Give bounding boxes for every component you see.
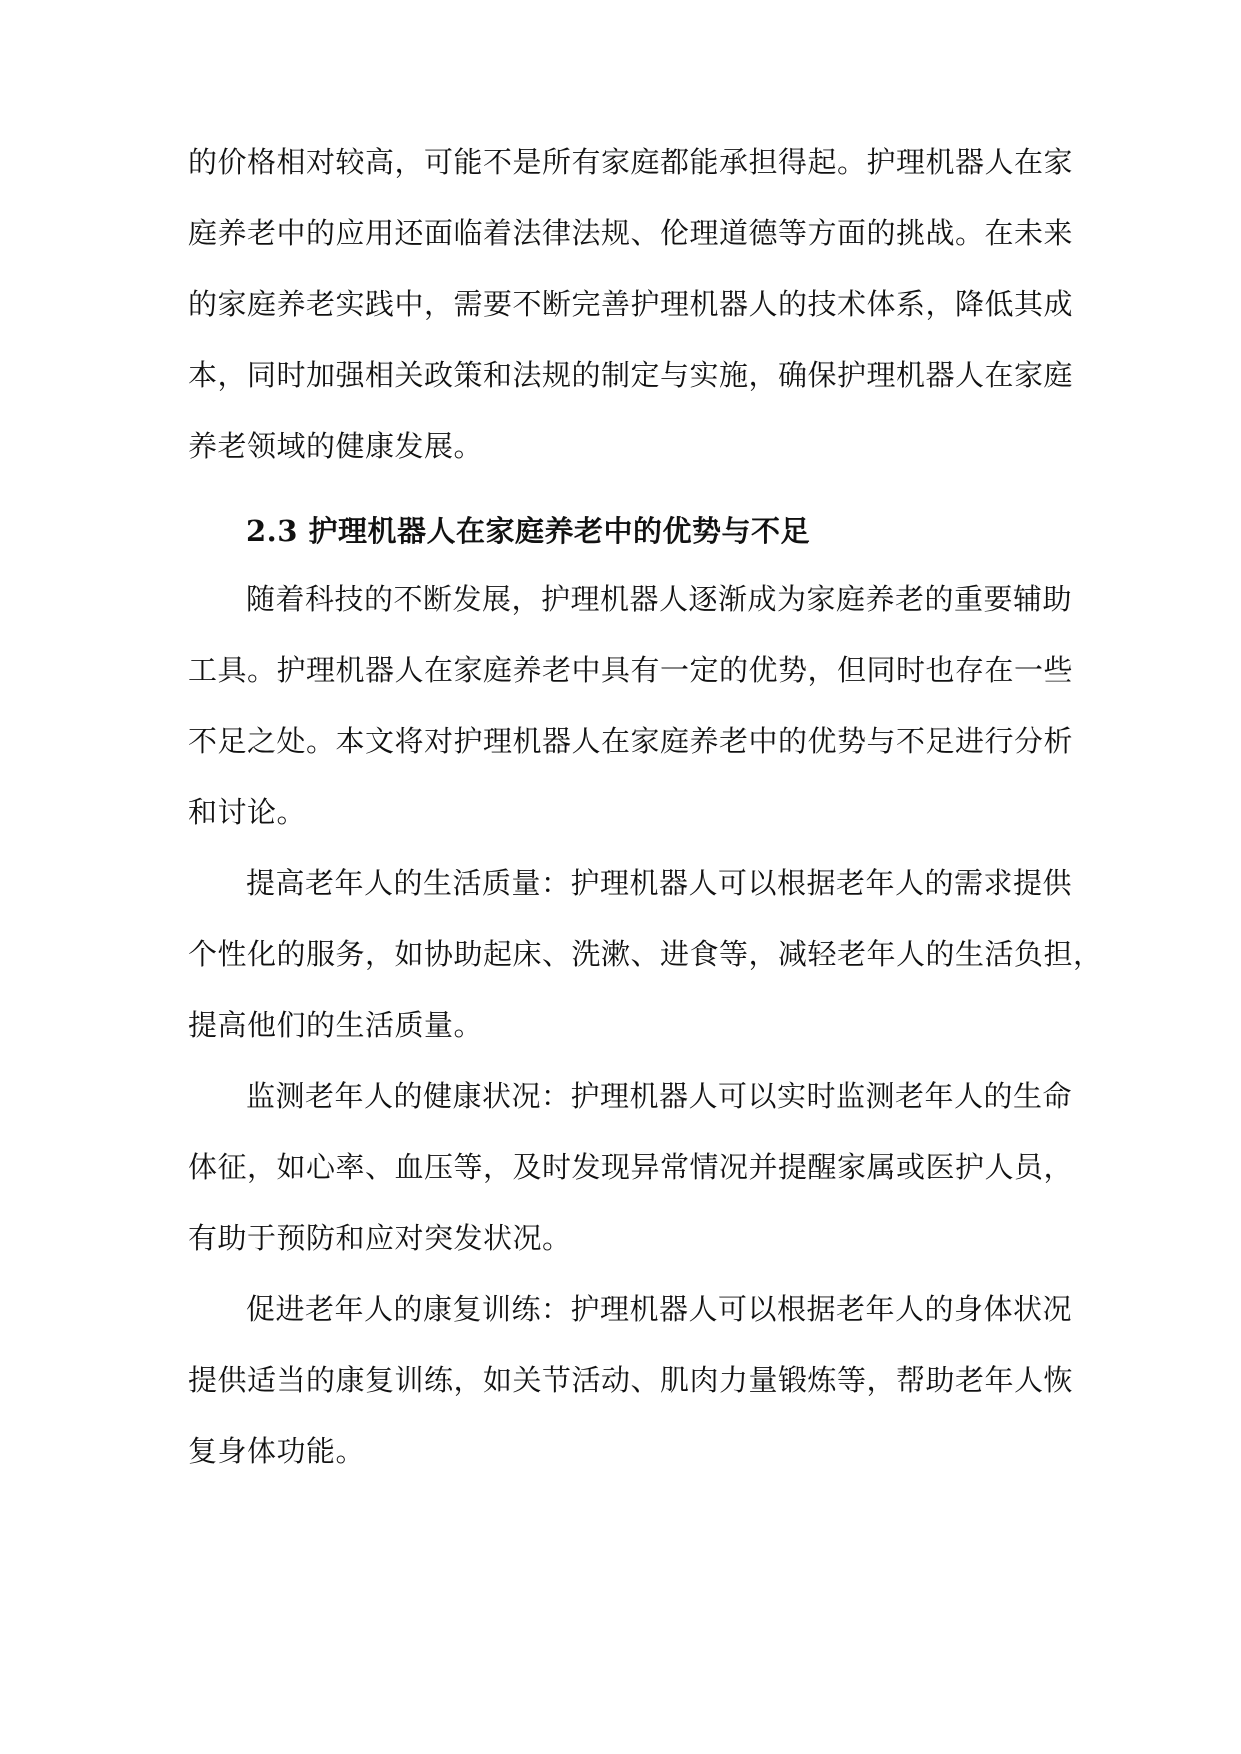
paragraph-line: 的家庭养老实践中，需要不断完善护理机器人的技术体系，降低其成: [188, 287, 1074, 321]
paragraph-intro: [188, 579, 1074, 832]
paragraph-line: 促进老年人的康复训练：护理机器人可以根据老年人的身体状况: [246, 1292, 1073, 1326]
paragraph-line: 个性化的服务，如协助起床、洗漱、进食等，减轻老年人的生活负担，: [188, 937, 1103, 971]
paragraph-line: 提高老年人的生活质量：护理机器人可以根据老年人的需求提供: [246, 866, 1073, 900]
paragraph-line: 提供适当的康复训练，如关节活动、肌肉力量锻炼等，帮助老年人恢: [188, 1363, 1074, 1397]
paragraph-line: 本，同时加强相关政策和法规的制定与实施，确保护理机器人在家庭: [188, 358, 1074, 392]
paragraph-line: 随着科技的不断发展，护理机器人逐渐成为家庭养老的重要辅助: [246, 582, 1073, 616]
paragraph-quality-of-life: [188, 863, 1103, 1045]
paragraph-line: 监测老年人的健康状况：护理机器人可以实时监测老年人的生命: [246, 1079, 1073, 1113]
paragraph-health-monitoring: [188, 1076, 1074, 1258]
paragraph-line: 养老领域的健康发展。: [188, 429, 484, 463]
paragraph-line: 有助于预防和应对突发状况。: [188, 1221, 572, 1255]
paragraph-line: 体征，如心率、血压等，及时发现异常情况并提醒家属或医护人员，: [188, 1150, 1074, 1184]
paragraph-line: 和讨论。: [188, 795, 307, 829]
paragraph-line: 提高他们的生活质量。: [188, 1008, 484, 1042]
paragraph-line: 复身体功能。: [188, 1434, 366, 1468]
paragraph-rehabilitation: [188, 1289, 1074, 1471]
paragraph-line: 工具。护理机器人在家庭养老中具有一定的优势，但同时也存在一些: [188, 653, 1074, 687]
document-body: [188, 142, 1103, 1502]
section-heading: 2.3 护理机器人在家庭养老中的优势与不足: [246, 514, 811, 548]
paragraph-continued: [188, 142, 1074, 466]
paragraph-line: 的价格相对较高，可能不是所有家庭都能承担得起。护理机器人在家: [188, 145, 1074, 179]
paragraph-line: 庭养老中的应用还面临着法律法规、伦理道德等方面的挑战。在未来: [188, 216, 1074, 250]
paragraph-line: 不足之处。本文将对护理机器人在家庭养老中的优势与不足进行分析: [188, 724, 1074, 758]
